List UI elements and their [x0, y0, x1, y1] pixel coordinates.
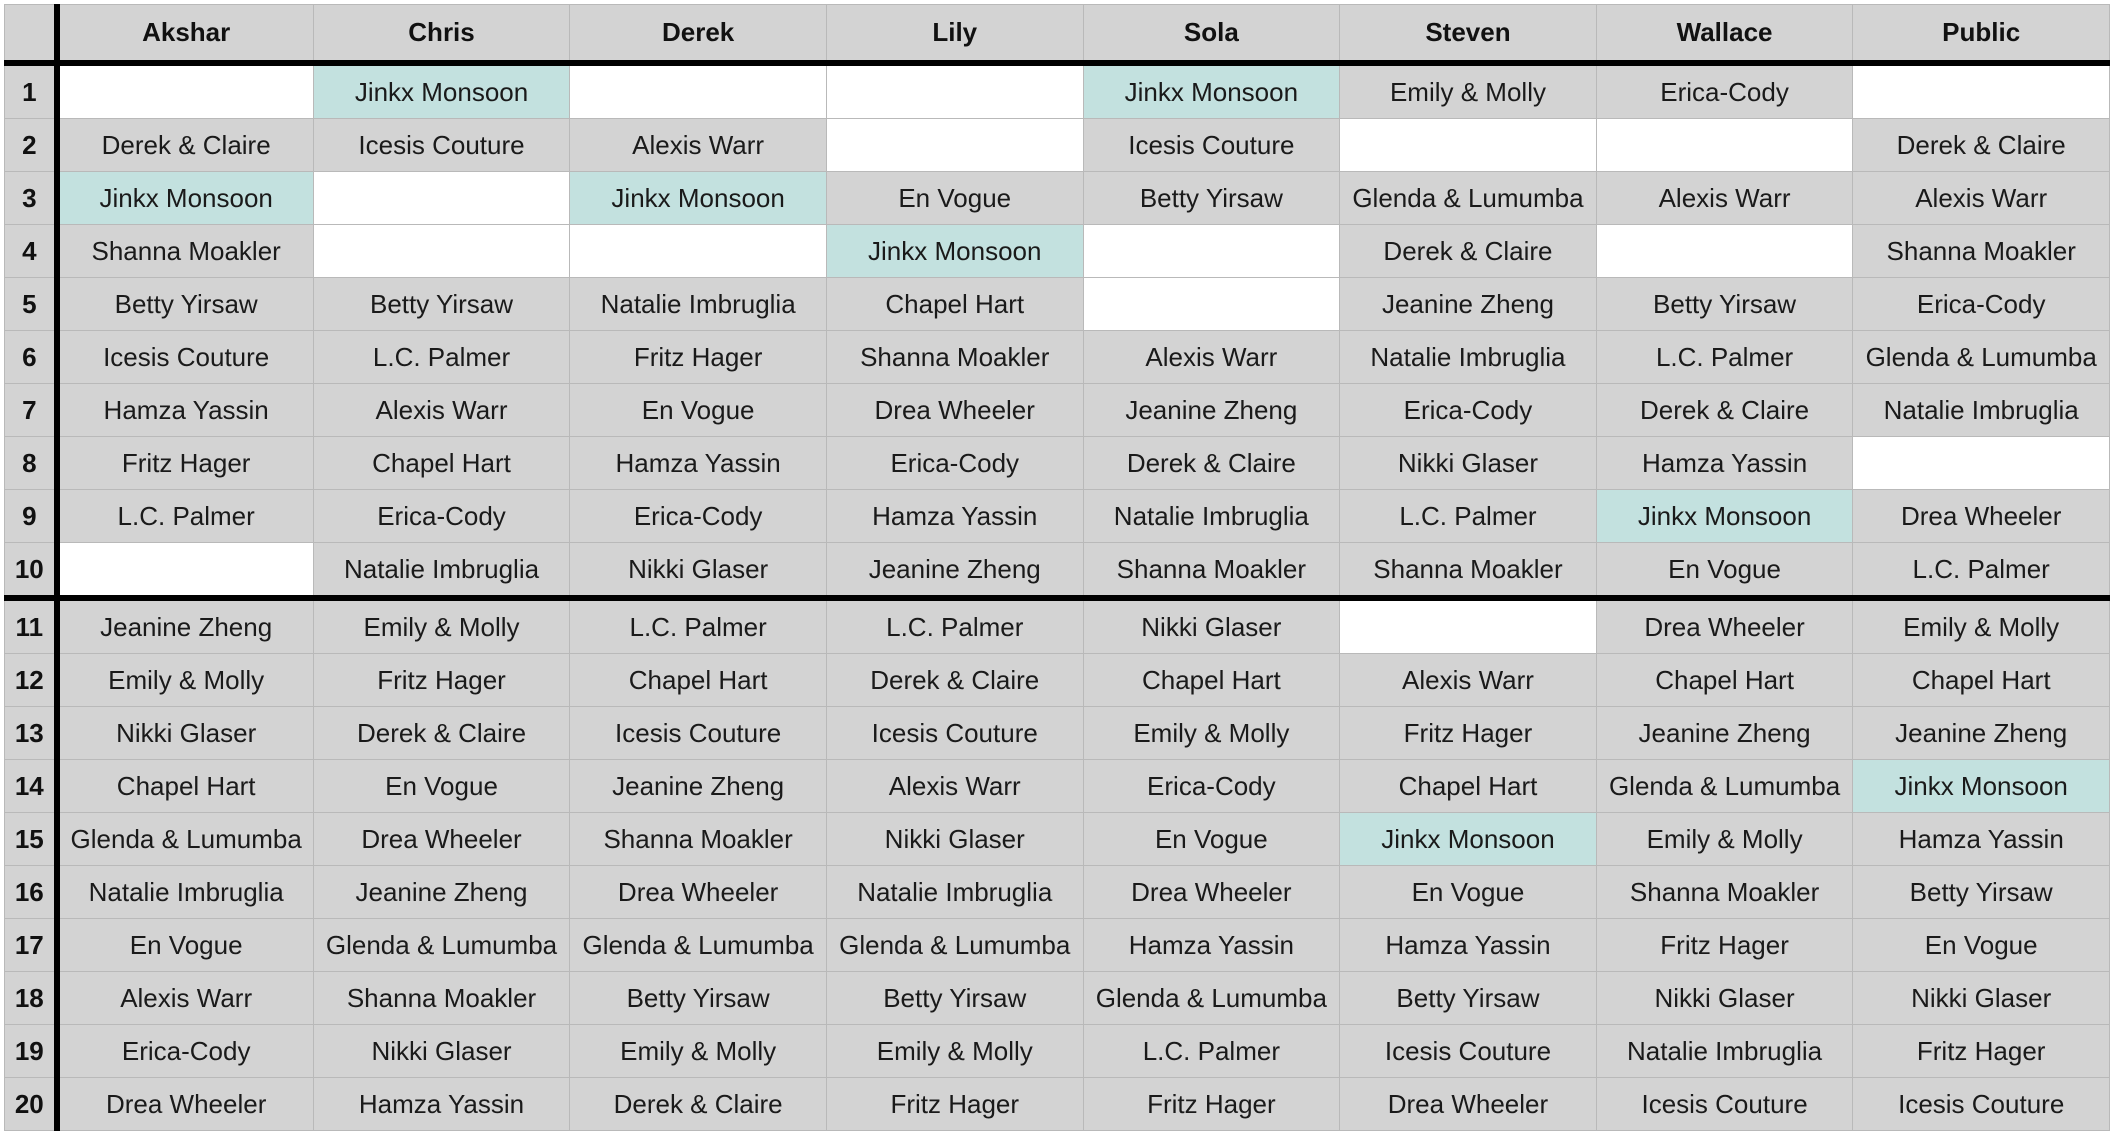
column-header-public[interactable]: Public	[1853, 5, 2110, 64]
table-cell[interactable]: Jinkx Monsoon	[1340, 813, 1597, 866]
column-header-lily[interactable]: Lily	[826, 5, 1083, 64]
table-cell[interactable]: Jeanine Zheng	[313, 866, 570, 919]
table-cell[interactable]: Alexis Warr	[57, 972, 314, 1025]
table-cell[interactable]	[570, 225, 827, 278]
table-cell[interactable]: Icesis Couture	[826, 707, 1083, 760]
table-cell[interactable]: Erica-Cody	[1083, 760, 1340, 813]
table-cell[interactable]: Alexis Warr	[826, 760, 1083, 813]
table-cell[interactable]: L.C. Palmer	[1596, 331, 1853, 384]
table-cell[interactable]: Derek & Claire	[570, 1078, 827, 1131]
table-cell[interactable]: Alexis Warr	[1340, 654, 1597, 707]
table-row	[5, 598, 2110, 654]
table-row	[5, 437, 2110, 490]
table-cell[interactable]: Nikki Glaser	[1596, 972, 1853, 1025]
table-cell[interactable]: Alexis Warr	[1083, 331, 1340, 384]
row-number[interactable]: 18	[5, 972, 57, 1025]
table-cell[interactable]: Jinkx Monsoon	[1853, 760, 2110, 813]
row-number[interactable]: 15	[5, 813, 57, 866]
table-cell[interactable]: Alexis Warr	[570, 119, 827, 172]
table-cell[interactable]: Jeanine Zheng	[1340, 278, 1597, 331]
table-cell[interactable]: Hamza Yassin	[313, 1078, 570, 1131]
table-cell[interactable]: Hamza Yassin	[1596, 437, 1853, 490]
table-cell[interactable]	[1853, 437, 2110, 490]
table-cell[interactable]: Derek & Claire	[1596, 384, 1853, 437]
table-cell[interactable]: Fritz Hager	[1083, 1078, 1340, 1131]
table-cell[interactable]: Natalie Imbruglia	[1853, 384, 2110, 437]
rankings-sheet	[4, 4, 2110, 1131]
table-cell[interactable]: Jeanine Zheng	[1853, 707, 2110, 760]
table-cell[interactable]: Jinkx Monsoon	[826, 225, 1083, 278]
table-row	[5, 707, 2110, 760]
table-cell[interactable]: Erica-Cody	[1853, 278, 2110, 331]
row-number[interactable]: 7	[5, 384, 57, 437]
table-cell[interactable]: Drea Wheeler	[1853, 490, 2110, 543]
table-cell[interactable]: Chapel Hart	[57, 760, 314, 813]
table-cell[interactable]: Shanna Moakler	[1340, 543, 1597, 599]
corner-cell[interactable]	[5, 5, 57, 64]
table-cell[interactable]: Nikki Glaser	[1340, 437, 1597, 490]
table-cell[interactable]: Derek & Claire	[1340, 225, 1597, 278]
table-cell[interactable]	[826, 119, 1083, 172]
table-cell[interactable]: Drea Wheeler	[1083, 866, 1340, 919]
table-cell[interactable]: Derek & Claire	[1853, 119, 2110, 172]
header-row	[5, 5, 2110, 64]
table-cell[interactable]: Drea Wheeler	[313, 813, 570, 866]
table-cell[interactable]	[1596, 119, 1853, 172]
table-cell[interactable]: Alexis Warr	[1853, 172, 2110, 225]
table-cell[interactable]: En Vogue	[826, 172, 1083, 225]
row-number[interactable]: 8	[5, 437, 57, 490]
table-cell[interactable]: Hamza Yassin	[826, 490, 1083, 543]
table-cell[interactable]: Glenda & Lumumba	[1596, 760, 1853, 813]
table-cell[interactable]: Emily & Molly	[1083, 707, 1340, 760]
table-cell[interactable]: Glenda & Lumumba	[826, 919, 1083, 972]
table-row	[5, 331, 2110, 384]
table-cell[interactable]: Betty Yirsaw	[57, 278, 314, 331]
table-row	[5, 1078, 2110, 1131]
table-cell[interactable]: Erica-Cody	[1596, 63, 1853, 119]
table-cell[interactable]	[1340, 598, 1597, 654]
table-cell[interactable]: Nikki Glaser	[570, 543, 827, 599]
table-cell[interactable]: En Vogue	[1083, 813, 1340, 866]
table-cell[interactable]: Derek & Claire	[1083, 437, 1340, 490]
table-cell[interactable]: Natalie Imbruglia	[826, 866, 1083, 919]
table-cell[interactable]: Glenda & Lumumba	[1853, 331, 2110, 384]
table-cell[interactable]: Fritz Hager	[826, 1078, 1083, 1131]
table-cell[interactable]	[570, 63, 827, 119]
column-header-akshar[interactable]: Akshar	[57, 5, 314, 64]
table-cell[interactable]: En Vogue	[1340, 866, 1597, 919]
column-header-sola[interactable]: Sola	[1083, 5, 1340, 64]
row-number[interactable]: 10	[5, 543, 57, 599]
table-cell[interactable]	[313, 172, 570, 225]
table-cell[interactable]: En Vogue	[1596, 543, 1853, 599]
row-number[interactable]: 1	[5, 63, 57, 119]
table-cell[interactable]: Jeanine Zheng	[1596, 707, 1853, 760]
table-cell[interactable]: Jeanine Zheng	[1083, 384, 1340, 437]
table-row	[5, 866, 2110, 919]
table-row	[5, 813, 2110, 866]
rankings-table	[4, 4, 2110, 1131]
table-cell[interactable]: Chapel Hart	[1340, 760, 1597, 813]
table-cell[interactable]: En Vogue	[57, 919, 314, 972]
table-cell[interactable]: Drea Wheeler	[570, 866, 827, 919]
row-number[interactable]: 2	[5, 119, 57, 172]
row-number[interactable]: 3	[5, 172, 57, 225]
table-cell[interactable]: Drea Wheeler	[826, 384, 1083, 437]
table-cell[interactable]: L.C. Palmer	[1083, 1025, 1340, 1078]
table-cell[interactable]: Chapel Hart	[826, 278, 1083, 331]
row-number[interactable]: 17	[5, 919, 57, 972]
table-cell[interactable]: Alexis Warr	[1596, 172, 1853, 225]
table-row	[5, 384, 2110, 437]
table-cell[interactable]: Betty Yirsaw	[1853, 866, 2110, 919]
table-cell[interactable]: Betty Yirsaw	[1340, 972, 1597, 1025]
table-row	[5, 63, 2110, 119]
table-cell[interactable]: Fritz Hager	[57, 437, 314, 490]
table-cell[interactable]	[1340, 119, 1597, 172]
table-cell[interactable]: Jinkx Monsoon	[1083, 63, 1340, 119]
table-cell[interactable]: L.C. Palmer	[57, 490, 314, 543]
table-row	[5, 543, 2110, 599]
table-cell[interactable]	[1596, 225, 1853, 278]
table-row	[5, 278, 2110, 331]
table-cell[interactable]: Glenda & Lumumba	[313, 919, 570, 972]
table-cell[interactable]: Chapel Hart	[1853, 654, 2110, 707]
table-cell[interactable]	[313, 225, 570, 278]
row-number[interactable]: 16	[5, 866, 57, 919]
table-cell[interactable]: Fritz Hager	[570, 331, 827, 384]
table-cell[interactable]: Chapel Hart	[313, 437, 570, 490]
table-cell[interactable]: Derek & Claire	[313, 707, 570, 760]
table-cell[interactable]: Hamza Yassin	[1340, 919, 1597, 972]
row-number[interactable]: 9	[5, 490, 57, 543]
table-cell[interactable]: Erica-Cody	[313, 490, 570, 543]
table-cell[interactable]: En Vogue	[313, 760, 570, 813]
table-cell[interactable]: Betty Yirsaw	[570, 972, 827, 1025]
table-cell[interactable]: L.C. Palmer	[826, 598, 1083, 654]
table-cell[interactable]: Jinkx Monsoon	[57, 172, 314, 225]
table-row	[5, 172, 2110, 225]
table-cell[interactable]: Emily & Molly	[1340, 63, 1597, 119]
column-header-steven[interactable]: Steven	[1340, 5, 1597, 64]
column-header-wallace[interactable]: Wallace	[1596, 5, 1853, 64]
table-cell[interactable]: Betty Yirsaw	[1083, 172, 1340, 225]
table-row	[5, 654, 2110, 707]
table-cell[interactable]: Fritz Hager	[1340, 707, 1597, 760]
table-cell[interactable]: L.C. Palmer	[313, 331, 570, 384]
table-cell[interactable]: Glenda & Lumumba	[570, 919, 827, 972]
table-cell[interactable]: Hamza Yassin	[570, 437, 827, 490]
table-cell[interactable]: Betty Yirsaw	[826, 972, 1083, 1025]
table-cell[interactable]: Jeanine Zheng	[826, 543, 1083, 599]
table-cell[interactable]: Emily & Molly	[570, 1025, 827, 1078]
table-cell[interactable]: Icesis Couture	[1853, 1078, 2110, 1131]
row-number[interactable]: 4	[5, 225, 57, 278]
table-cell[interactable]	[1853, 63, 2110, 119]
table-cell[interactable]: En Vogue	[570, 384, 827, 437]
table-cell[interactable]: Shanna Moakler	[1083, 543, 1340, 599]
table-cell[interactable]	[57, 543, 314, 599]
table-cell[interactable]: Jeanine Zheng	[57, 598, 314, 654]
table-cell[interactable]: Drea Wheeler	[57, 1078, 314, 1131]
table-cell[interactable]: Nikki Glaser	[1853, 972, 2110, 1025]
table-cell[interactable]: Nikki Glaser	[826, 813, 1083, 866]
table-cell[interactable]: Glenda & Lumumba	[57, 813, 314, 866]
table-cell[interactable]: Shanna Moakler	[570, 813, 827, 866]
table-cell[interactable]: Natalie Imbruglia	[1596, 1025, 1853, 1078]
table-cell[interactable]: Shanna Moakler	[1853, 225, 2110, 278]
table-cell[interactable]: Drea Wheeler	[1596, 598, 1853, 654]
table-cell[interactable]: Erica-Cody	[826, 437, 1083, 490]
table-cell[interactable]: Hamza Yassin	[1853, 813, 2110, 866]
table-cell[interactable]: Drea Wheeler	[1340, 1078, 1597, 1131]
table-cell[interactable]: L.C. Palmer	[570, 598, 827, 654]
table-cell[interactable]: Icesis Couture	[57, 331, 314, 384]
table-cell[interactable]: Alexis Warr	[313, 384, 570, 437]
row-number[interactable]: 19	[5, 1025, 57, 1078]
table-cell[interactable]: Chapel Hart	[1083, 654, 1340, 707]
table-cell[interactable]: Chapel Hart	[570, 654, 827, 707]
table-cell[interactable]: Natalie Imbruglia	[313, 543, 570, 599]
table-row	[5, 919, 2110, 972]
table-cell[interactable]: Erica-Cody	[1340, 384, 1597, 437]
table-cell[interactable]: Erica-Cody	[570, 490, 827, 543]
table-cell[interactable]: Nikki Glaser	[313, 1025, 570, 1078]
column-header-chris[interactable]: Chris	[313, 5, 570, 64]
table-cell[interactable]: Icesis Couture	[570, 707, 827, 760]
table-row	[5, 760, 2110, 813]
row-number[interactable]: 5	[5, 278, 57, 331]
table-cell[interactable]: Shanna Moakler	[57, 225, 314, 278]
table-cell[interactable]: Fritz Hager	[1853, 1025, 2110, 1078]
table-cell[interactable]: Emily & Molly	[1596, 813, 1853, 866]
table-cell[interactable]	[1083, 225, 1340, 278]
table-row	[5, 225, 2110, 278]
table-row	[5, 1025, 2110, 1078]
table-cell[interactable]: Natalie Imbruglia	[1340, 331, 1597, 384]
table-row	[5, 490, 2110, 543]
table-cell[interactable]: Nikki Glaser	[57, 707, 314, 760]
table-cell[interactable]: Icesis Couture	[1340, 1025, 1597, 1078]
table-cell[interactable]: Fritz Hager	[1596, 919, 1853, 972]
table-cell[interactable]: Betty Yirsaw	[1596, 278, 1853, 331]
row-number[interactable]: 12	[5, 654, 57, 707]
table-cell[interactable]	[826, 63, 1083, 119]
table-cell[interactable]: Jinkx Monsoon	[570, 172, 827, 225]
table-cell[interactable]: Jinkx Monsoon	[1596, 490, 1853, 543]
table-cell[interactable]: L.C. Palmer	[1340, 490, 1597, 543]
table-cell[interactable]: Icesis Couture	[1596, 1078, 1853, 1131]
table-cell[interactable]: Fritz Hager	[313, 654, 570, 707]
table-cell[interactable]: Emily & Molly	[1853, 598, 2110, 654]
table-cell[interactable]: Shanna Moakler	[826, 331, 1083, 384]
table-cell[interactable]: L.C. Palmer	[1853, 543, 2110, 599]
table-cell[interactable]: Derek & Claire	[57, 119, 314, 172]
table-cell[interactable]: Emily & Molly	[313, 598, 570, 654]
table-cell[interactable]: Derek & Claire	[826, 654, 1083, 707]
row-number[interactable]: 6	[5, 331, 57, 384]
table-cell[interactable]: Icesis Couture	[313, 119, 570, 172]
table-cell[interactable]: Glenda & Lumumba	[1340, 172, 1597, 225]
table-cell[interactable]: Emily & Molly	[826, 1025, 1083, 1078]
table-cell[interactable]: Betty Yirsaw	[313, 278, 570, 331]
row-number[interactable]: 13	[5, 707, 57, 760]
table-row	[5, 119, 2110, 172]
table-cell[interactable]: Nikki Glaser	[1083, 598, 1340, 654]
table-cell[interactable]: Emily & Molly	[57, 654, 314, 707]
table-cell[interactable]: Shanna Moakler	[1596, 866, 1853, 919]
table-cell[interactable]	[57, 63, 314, 119]
table-cell[interactable]: Erica-Cody	[57, 1025, 314, 1078]
table-cell[interactable]: Chapel Hart	[1596, 654, 1853, 707]
table-cell[interactable]: Hamza Yassin	[57, 384, 314, 437]
row-number[interactable]: 20	[5, 1078, 57, 1131]
table-cell[interactable]: Natalie Imbruglia	[1083, 490, 1340, 543]
table-cell[interactable]: Shanna Moakler	[313, 972, 570, 1025]
table-cell[interactable]: Glenda & Lumumba	[1083, 972, 1340, 1025]
table-cell[interactable]	[1083, 278, 1340, 331]
table-cell[interactable]: En Vogue	[1853, 919, 2110, 972]
table-cell[interactable]: Natalie Imbruglia	[57, 866, 314, 919]
table-cell[interactable]: Natalie Imbruglia	[570, 278, 827, 331]
table-cell[interactable]: Jeanine Zheng	[570, 760, 827, 813]
column-header-derek[interactable]: Derek	[570, 5, 827, 64]
table-row	[5, 972, 2110, 1025]
table-cell[interactable]: Icesis Couture	[1083, 119, 1340, 172]
row-number[interactable]: 11	[5, 598, 57, 654]
row-number[interactable]: 14	[5, 760, 57, 813]
table-cell[interactable]: Hamza Yassin	[1083, 919, 1340, 972]
table-body	[5, 63, 2110, 1131]
table-cell[interactable]: Jinkx Monsoon	[313, 63, 570, 119]
